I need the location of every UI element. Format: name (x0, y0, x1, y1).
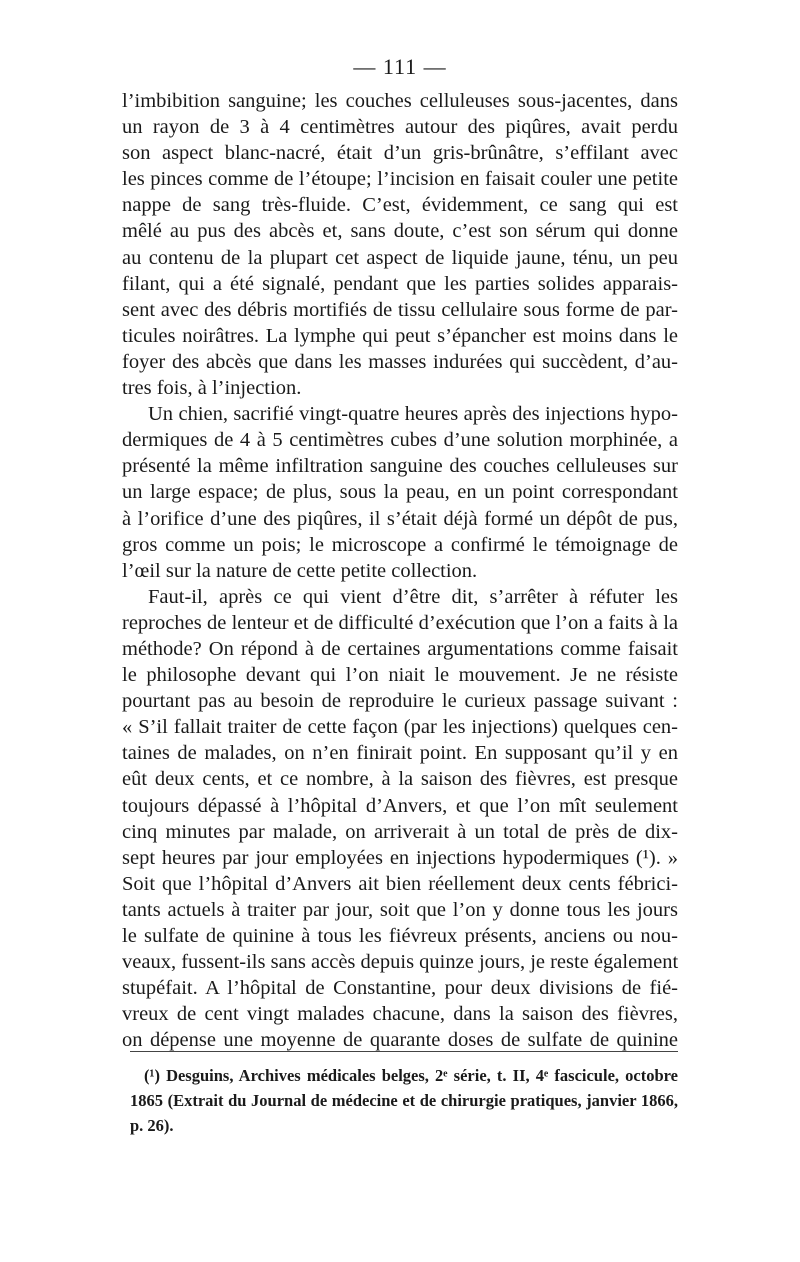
footnote-line: 1865 (Extrait du Journal de médecine et de chirurgie pratiques, janvier 1866, (130, 1091, 678, 1110)
text-line: un large espace; de plus, sous la peau, en un point correspondant (122, 481, 678, 504)
text-line: dermiques de 4 à 5 centimètres cubes d’une solution morphinée, a (122, 429, 678, 452)
text-line: un rayon de 3 à 4 centimètres autour des piqûres, avait perdu (122, 116, 678, 139)
text-line: tres fois, à l’injection. (122, 377, 302, 400)
text-line: « S’il fallait traiter de cette façon (par les injections) quelques cen- (122, 716, 678, 739)
text-line: le sulfate de quinine à tous les fiévreux présents, anciens ou nou- (122, 925, 678, 947)
text-line: eût deux cents, et ce nombre, à la saison des fièvres, est presque (122, 768, 678, 791)
text-line: ticules noirâtres. La lymphe qui peut s’épancher est moins dans le (122, 324, 678, 347)
text-line: son aspect blanc-nacré, était d’un gris-brûnâtre, s’effilant avec (122, 142, 678, 165)
text-line: gros comme un pois; le microscope a confirmé le témoignage de (122, 533, 678, 556)
text-line: l’œil sur la nature de cette petite collection. (122, 559, 478, 582)
text-line: nappe de sang très-fluide. C’est, évidemment, ce sang qui est (122, 194, 678, 217)
text-line: mêlé au pus des abcès et, sans doute, c’est son sérum qui donne (122, 220, 678, 243)
text-line: Un chien, sacrifié vingt-quatre heures après des injections hypo- (148, 403, 678, 426)
page-number: — 111 — (353, 54, 447, 79)
text-line: on dépense une moyenne de quarante doses de sulfate de quinine (122, 1029, 678, 1052)
text-line: veaux, fussent-ils sans accès depuis quinze jours, je reste également (122, 951, 679, 974)
text-line: les pinces comme de l’étoupe; l’incision en faisait couler une petite (122, 168, 678, 191)
text-line: pourtant pas au besoin de reproduire le curieux passage suivant : (122, 690, 678, 713)
text-line: Soit que l’hôpital d’Anvers ait bien réellement deux cents fébrici- (122, 872, 678, 895)
text-line: sent avec des débris mortifiés de tissu cellulaire sous forme de par- (122, 298, 678, 321)
text-line: tants actuels à traiter par jour, soit que l’on y donne tous les jours (122, 898, 678, 921)
text-line: le philosophe devant qui l’on niait le mouvement. Je ne résiste (122, 664, 678, 687)
text-line: reproches de lenteur et de difficulté d’exécution que l’on a faits à la (122, 611, 678, 634)
text-line: à l’orifice d’une des piqûres, il s’était déjà formé un dépôt de pus, (122, 507, 678, 530)
text-line: filant, qui a été signalé, pendant que les parties solides apparais- (122, 272, 678, 295)
text-line: cinq minutes par malade, on arriverait à un total de près de dix- (122, 820, 678, 843)
text-line: sept heures par jour employées en injections hypodermiques (¹). » (122, 846, 678, 869)
footnote-divider (130, 1051, 678, 1052)
footnote (130, 1063, 678, 1138)
text-line: l’imbibition sanguine; les couches celluleuses sous-jacentes, dans (122, 90, 678, 112)
footnote-line: p. 26). (130, 1116, 174, 1135)
text-line: taines de malades, on n’en finirait point. En supposant qu’il y en (122, 742, 678, 765)
text-line: méthode? On répond à de certaines argumentations comme faisait (122, 637, 678, 660)
text-line: foyer des abcès que dans les masses indurées qui succèdent, d’au- (122, 350, 678, 373)
text-line: présenté la même infiltration sanguine des couches celluleuses sur (122, 455, 678, 478)
body-text (122, 88, 678, 1053)
footnote-line: (¹) Desguins, Archives médicales belges, 2ᵉ série, t. II, 4ᵉ fascicule, octobre (144, 1066, 678, 1085)
text-line: Faut-il, après ce qui vient d’être dit, s’arrêter à réfuter les (148, 585, 678, 608)
text-line: au contenu de la plupart cet aspect de liquide jaune, ténu, un peu (122, 246, 678, 269)
text-line: toujours dépassé à l’hôpital d’Anvers, et que l’on mît seulement (122, 794, 678, 817)
text-line: vreux de cent vingt malades chacune, dans la saison des fièvres, (122, 1003, 678, 1026)
text-line: stupéfait. A l’hôpital de Constantine, pour deux divisions de fié- (122, 977, 678, 1000)
